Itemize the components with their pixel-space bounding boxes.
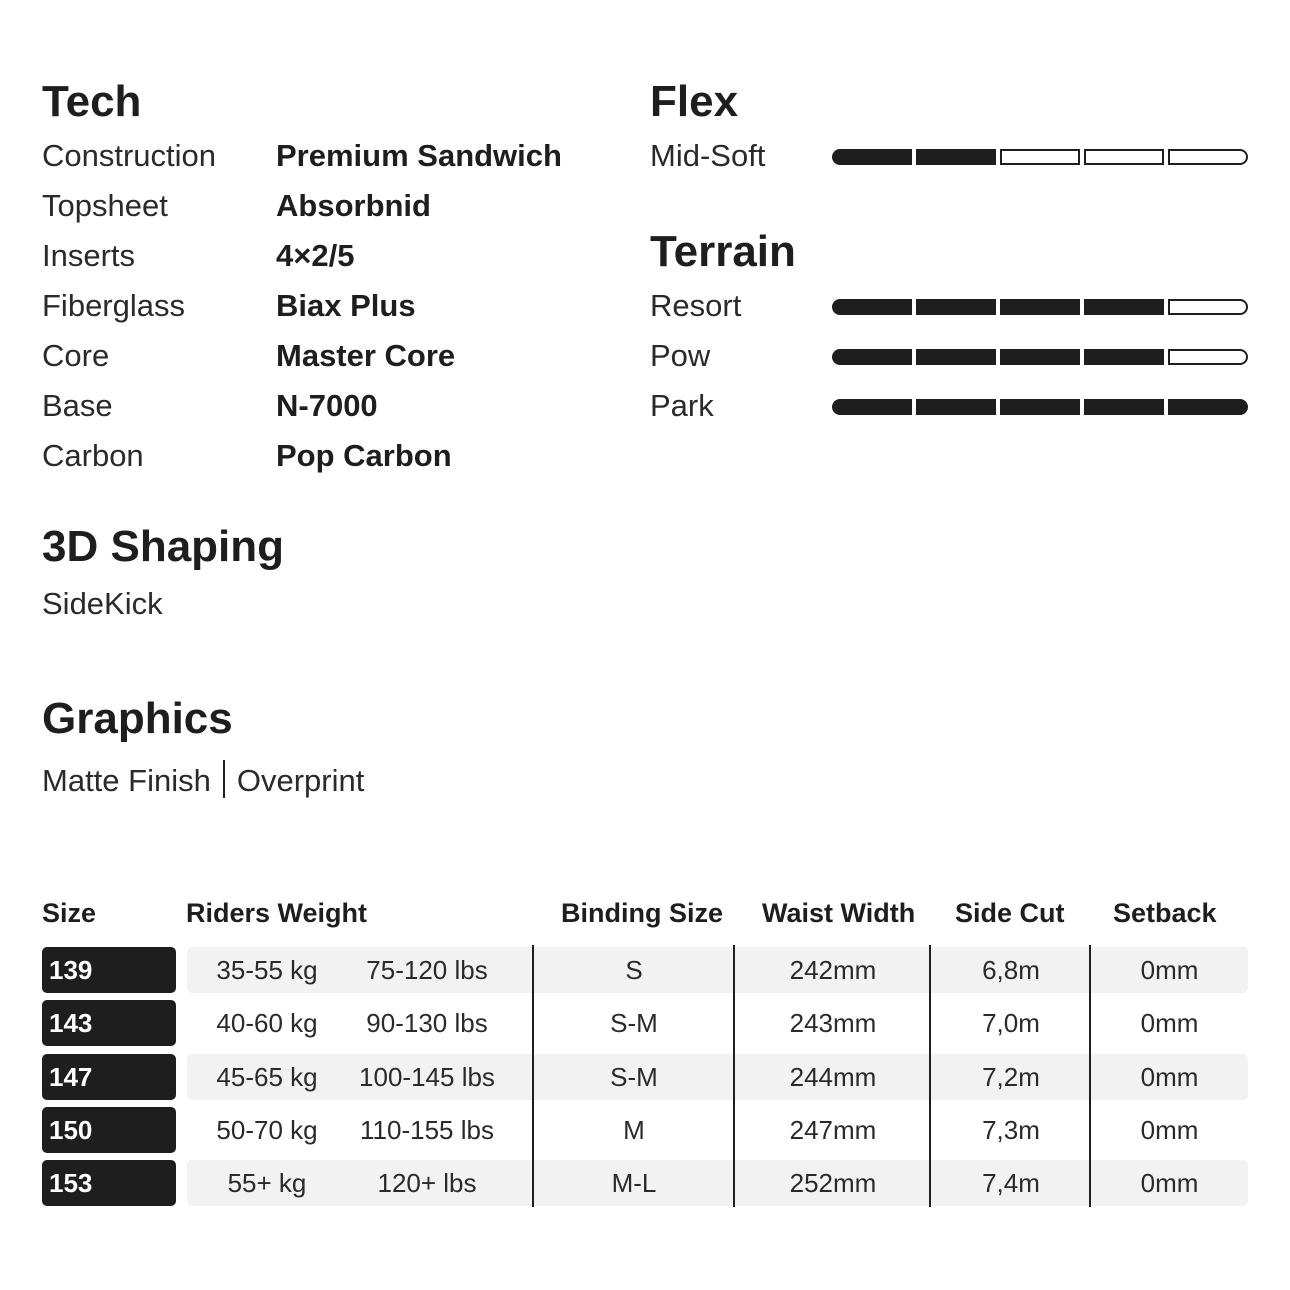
rating-segment-filled: [832, 299, 912, 315]
column-divider: [1089, 945, 1091, 1207]
graphics-value: [42, 760, 364, 798]
col-header-size: Size: [42, 898, 97, 928]
rating-segment-empty: [1000, 149, 1080, 165]
size-cell: 150: [42, 1107, 176, 1153]
terrain-label: Resort: [650, 288, 742, 323]
tech-row-inserts: [42, 240, 622, 290]
weight-kg-cell: 50-70 kg: [216, 1115, 318, 1145]
weight-lbs-cell: 100-145 lbs: [359, 1062, 495, 1092]
weight-lbs-cell: 110-155 lbs: [360, 1115, 494, 1145]
size-cell: 147: [42, 1054, 176, 1100]
col-header-riders-weight: Riders Weight: [186, 898, 368, 928]
tech-label: Construction: [42, 138, 217, 173]
weight-kg-cell: 35-55 kg: [216, 955, 318, 985]
terrain-row-resort: [650, 290, 1250, 330]
setback-cell: 0mm: [1140, 1168, 1199, 1198]
table-row: [42, 1054, 1248, 1100]
terrain-rating-bar: [832, 399, 1248, 415]
sidecut-cell: 7,4m: [982, 1168, 1040, 1198]
separator: [223, 760, 225, 798]
weight-lbs-cell: 75-120 lbs: [366, 955, 488, 985]
tech-row-carbon: [42, 440, 622, 490]
waist-cell: 252mm: [789, 1168, 877, 1198]
tech-value: 4×2/5: [276, 238, 355, 273]
terrain-label: Pow: [650, 338, 711, 373]
tech-row-core: [42, 340, 622, 390]
binding-cell: S-M: [610, 1062, 658, 1092]
tech-value: Absorbnid: [276, 188, 431, 223]
sidecut-cell: 7,3m: [982, 1115, 1040, 1145]
rating-segment-filled: [916, 349, 996, 365]
graphics-print: Overprint: [236, 763, 365, 798]
tech-label: Core: [42, 338, 110, 373]
setback-cell: 0mm: [1140, 1062, 1199, 1092]
tech-value: Premium Sandwich: [276, 138, 562, 173]
graphics-heading: Graphics: [42, 694, 233, 743]
terrain-rating-bar: [832, 299, 1248, 315]
setback-cell: 0mm: [1140, 1008, 1199, 1038]
terrain-row-pow: [650, 340, 1250, 380]
sidecut-cell: 6,8m: [982, 955, 1040, 985]
weight-kg-cell: 55+ kg: [227, 1168, 307, 1198]
waist-cell: 242mm: [789, 955, 877, 985]
weight-lbs-cell: 120+ lbs: [377, 1168, 477, 1198]
setback-cell: 0mm: [1140, 955, 1199, 985]
rating-segment-filled: [1084, 349, 1164, 365]
waist-cell: 247mm: [789, 1115, 877, 1145]
binding-cell: S-M: [610, 1008, 658, 1038]
col-header-binding-size: Binding Size: [561, 898, 723, 928]
column-divider: [929, 945, 931, 1207]
binding-cell: M-L: [611, 1168, 657, 1198]
sidecut-cell: 7,0m: [982, 1008, 1040, 1038]
tech-value: Pop Carbon: [276, 438, 452, 473]
rating-segment-filled: [832, 149, 912, 165]
rating-segment-empty: [1168, 149, 1248, 165]
flex-rating-row: [650, 140, 1250, 180]
tech-label: Topsheet: [42, 188, 168, 223]
tech-label: Fiberglass: [42, 288, 185, 323]
rating-segment-filled: [1000, 399, 1080, 415]
tech-row-topsheet: [42, 190, 622, 240]
rating-segment-filled: [1084, 299, 1164, 315]
tech-label: Carbon: [42, 438, 144, 473]
shaping-value: SideKick: [42, 586, 163, 621]
tech-row-base: [42, 390, 622, 440]
waist-cell: 243mm: [789, 1008, 877, 1038]
tech-heading: Tech: [42, 77, 142, 126]
rating-segment-filled: [1000, 349, 1080, 365]
terrain-rating-bar: [832, 349, 1248, 365]
rating-segment-filled: [916, 399, 996, 415]
rating-segment-filled: [832, 349, 912, 365]
flex-rating-bar: [832, 149, 1248, 165]
tech-value: N-7000: [276, 388, 378, 423]
tech-value: Master Core: [276, 338, 456, 373]
flex-heading: Flex: [650, 77, 739, 126]
setback-cell: 0mm: [1140, 1115, 1199, 1145]
terrain-row-park: [650, 390, 1250, 430]
col-header-side-cut: Side Cut: [955, 898, 1065, 928]
binding-cell: M: [623, 1115, 645, 1145]
size-cell: 143: [42, 1000, 176, 1046]
graphics-finish: Matte Finish: [42, 763, 211, 798]
rating-segment-filled: [1000, 299, 1080, 315]
tech-row-fiberglass: [42, 290, 622, 340]
rating-segment-empty: [1168, 299, 1248, 315]
column-divider: [532, 945, 534, 1207]
size-cell: 153: [42, 1160, 176, 1206]
tech-label: Base: [42, 388, 113, 423]
sidecut-cell: 7,2m: [982, 1062, 1040, 1092]
shaping-heading: 3D Shaping: [42, 522, 285, 571]
rating-segment-empty: [1084, 149, 1164, 165]
column-divider: [733, 945, 735, 1207]
flex-label: Mid-Soft: [650, 138, 766, 173]
tech-value: Biax Plus: [276, 288, 416, 323]
rating-segment-filled: [1084, 399, 1164, 415]
rating-segment-filled: [832, 399, 912, 415]
waist-cell: 244mm: [789, 1062, 877, 1092]
rating-segment-filled: [916, 149, 996, 165]
tech-label: Inserts: [42, 238, 136, 273]
weight-lbs-cell: 90-130 lbs: [366, 1008, 488, 1038]
weight-kg-cell: 40-60 kg: [216, 1008, 318, 1038]
size-cell: 139: [42, 947, 176, 993]
rating-segment-empty: [1168, 349, 1248, 365]
table-row: [42, 947, 1248, 993]
binding-cell: S: [625, 955, 643, 985]
tech-row-construction: [42, 140, 622, 190]
col-header-setback: Setback: [1113, 898, 1217, 928]
rating-segment-filled: [916, 299, 996, 315]
terrain-label: Park: [650, 388, 714, 423]
col-header-waist-width: Waist Width: [762, 898, 916, 928]
table-row: [42, 1107, 1248, 1153]
table-row: [42, 1000, 1248, 1046]
weight-kg-cell: 45-65 kg: [216, 1062, 318, 1092]
terrain-heading: Terrain: [650, 227, 796, 276]
rating-segment-filled: [1168, 399, 1248, 415]
table-row: [42, 1160, 1248, 1206]
